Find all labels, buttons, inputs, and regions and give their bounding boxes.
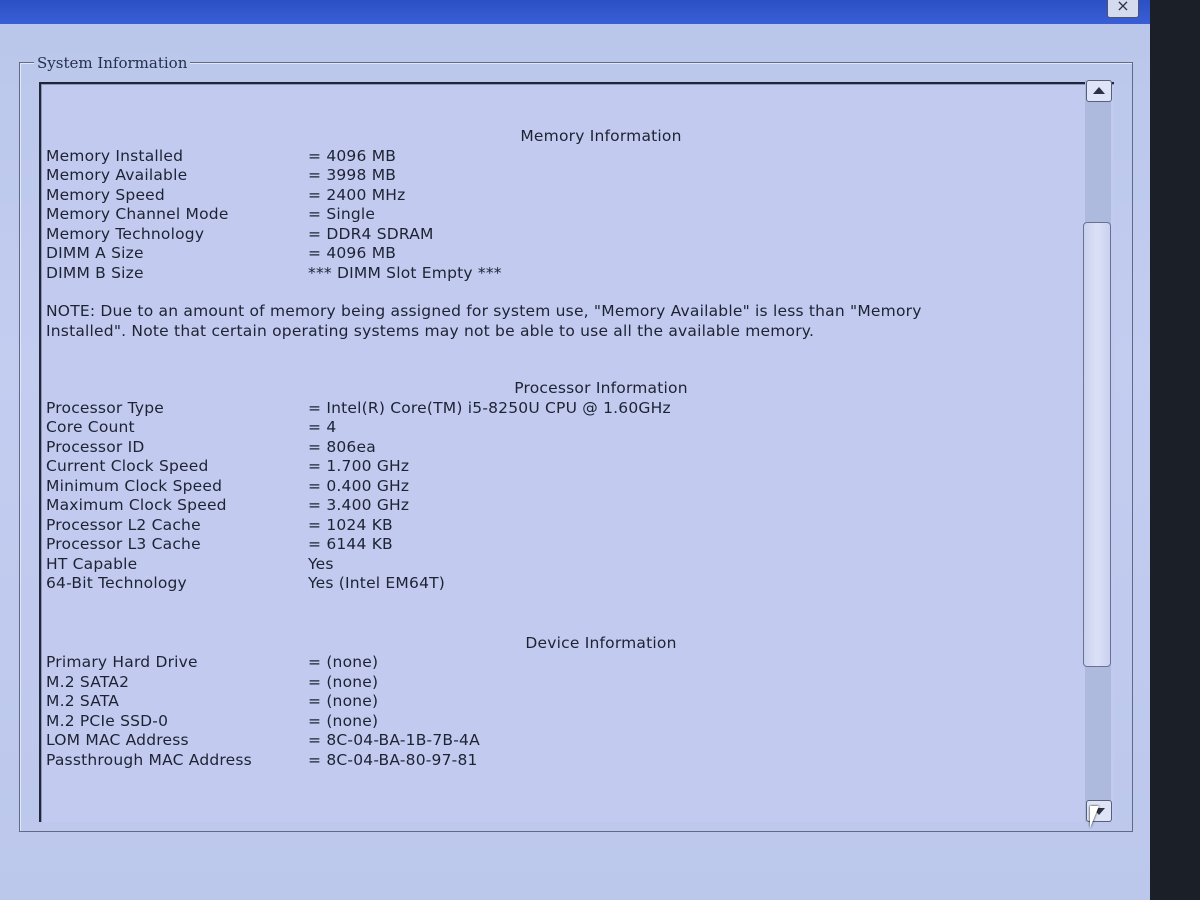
row-value: = 1024 KB [308, 515, 393, 534]
row-label: Memory Installed [46, 146, 184, 165]
row-label: LOM MAC Address [46, 731, 189, 749]
info-row [46, 496, 1076, 516]
row-label: Memory Available [46, 166, 188, 184]
info-row [46, 555, 1076, 575]
memory-note: NOTE: Due to an amount of memory being assigned for system use, "Memory Available" is less than "Memory Installed". Note that certain operating systems may not be able to use all the available memory. [46, 302, 922, 340]
row-value: = 8C-04-BA-1B-7B-4A [308, 731, 480, 749]
info-row [46, 751, 1076, 771]
row-value: = 0.400 GHz [308, 476, 410, 495]
info-row [46, 516, 1076, 536]
info-row [46, 166, 1076, 186]
row-value: = (none) [308, 653, 379, 671]
memory-rows [46, 147, 1076, 284]
row-value: *** DIMM Slot Empty *** [308, 263, 502, 282]
info-content [46, 127, 1076, 770]
row-value: = 8C-04-BA-80-97-81 [308, 750, 478, 769]
info-row [46, 244, 1076, 264]
row-value: = Single [308, 205, 376, 223]
info-row [46, 692, 1076, 712]
info-row [46, 225, 1076, 245]
row-value: = 806ea [308, 437, 376, 456]
info-row [46, 535, 1076, 555]
row-label: M.2 SATA2 [46, 672, 130, 691]
row-label: 64-Bit Technology [46, 574, 187, 592]
row-label: M.2 SATA [46, 692, 120, 710]
row-value: Yes (Intel EM64T) [308, 574, 446, 592]
row-label: DIMM B Size [46, 263, 144, 282]
row-label: Processor L3 Cache [46, 535, 201, 553]
row-label: Processor Type [46, 398, 164, 417]
processor-heading: Processor Information [514, 379, 688, 397]
info-row [46, 574, 1076, 594]
info-row [46, 673, 1076, 693]
row-value: = (none) [308, 692, 379, 710]
row-label: Maximum Clock Speed [46, 496, 227, 514]
scroll-up-button[interactable] [1086, 80, 1112, 102]
row-label: M.2 PCIe SSD-0 [46, 711, 169, 730]
info-row [46, 205, 1076, 225]
row-value: Yes [308, 554, 334, 573]
info-row [46, 147, 1076, 167]
row-label: Primary Hard Drive [46, 653, 198, 671]
row-value: = 4096 MB [308, 146, 397, 165]
row-label: Processor ID [46, 437, 145, 456]
info-row [46, 438, 1076, 458]
info-row [46, 731, 1076, 751]
memory-heading: Memory Information [520, 127, 682, 145]
info-row [46, 186, 1076, 206]
row-value: = DDR4 SDRAM [308, 224, 434, 243]
scrollbar-thumb[interactable] [1083, 222, 1111, 667]
title-bar [0, 0, 1150, 24]
row-label: HT Capable [46, 554, 138, 573]
row-label: Memory Channel Mode [46, 205, 229, 223]
row-value: = 2400 MHz [308, 185, 406, 204]
row-value: = 4096 MB [308, 244, 397, 262]
row-label: Passthrough MAC Address [46, 750, 252, 769]
row-value: = 3.400 GHz [308, 496, 410, 514]
device-rows [46, 653, 1076, 770]
row-value: = (none) [308, 711, 379, 730]
row-value: = Intel(R) Core(TM) i5-8250U CPU @ 1.60GHz [308, 398, 671, 417]
row-value: = 6144 KB [308, 535, 393, 553]
row-label: Memory Technology [46, 224, 205, 243]
mouse-pointer-icon [1090, 806, 1108, 828]
info-row [46, 712, 1076, 732]
close-button[interactable]: × [1107, 0, 1139, 18]
info-row [46, 264, 1076, 284]
row-label: Minimum Clock Speed [46, 476, 223, 495]
row-value: = 3998 MB [308, 166, 397, 184]
processor-rows [46, 399, 1076, 594]
scroll-up-arrow-icon [1093, 87, 1105, 94]
row-value: = 4 [308, 418, 337, 436]
info-row [46, 457, 1076, 477]
row-label: Processor L2 Cache [46, 515, 201, 534]
row-label: Current Clock Speed [46, 457, 209, 475]
info-row [46, 399, 1076, 419]
row-value: = 1.700 GHz [308, 457, 410, 475]
device-heading: Device Information [525, 633, 677, 652]
row-label: Core Count [46, 418, 135, 436]
info-row [46, 653, 1076, 673]
info-row [46, 477, 1076, 497]
row-label: Memory Speed [46, 185, 165, 204]
group-title: System Information [34, 54, 190, 72]
info-row [46, 418, 1076, 438]
row-label: DIMM A Size [46, 244, 144, 262]
row-value: = (none) [308, 672, 379, 691]
